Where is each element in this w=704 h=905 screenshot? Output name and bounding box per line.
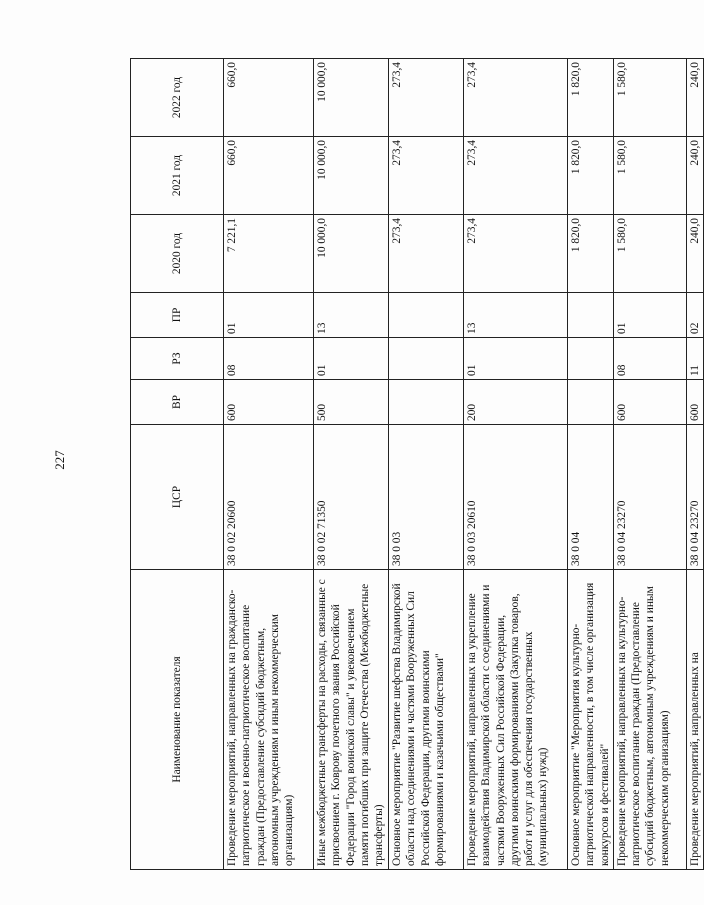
row-vr: 600 (686, 380, 703, 425)
row-csr: 38 0 04 23270 (613, 425, 686, 570)
row-2022: 660,0 (224, 59, 314, 137)
row-rz: 01 (464, 338, 568, 380)
row-vr: 600 (613, 380, 686, 425)
column-header-csr: ЦСР (131, 425, 224, 570)
column-header-vr: ВР (131, 380, 224, 425)
table-row (686, 59, 703, 870)
row-name: Проведение мероприятий, направленных на укрепление взаимодействия Владимирской области с соединениями и частями Вооруженных Сил Российской Федерации, другими воинскими формированиями (Закупка товаров, работ и услуг для обеспечения государственных (муниципальных) нужд) (464, 570, 568, 870)
table-row (224, 59, 314, 870)
row-pr: 13 (464, 293, 568, 338)
row-2021: 1 820,0 (568, 137, 614, 215)
row-2020: 273,4 (389, 215, 464, 293)
row-2020: 7 221,1 (224, 215, 314, 293)
column-header-pr: ПР (131, 293, 224, 338)
table-header-row (131, 59, 224, 870)
row-2020: 273,4 (464, 215, 568, 293)
row-pr: 02 (686, 293, 703, 338)
row-rz: 08 (613, 338, 686, 380)
row-csr: 38 0 04 (568, 425, 614, 570)
row-rz: 11 (686, 338, 703, 380)
row-2022: 1 580,0 (613, 59, 686, 137)
row-2021: 273,4 (464, 137, 568, 215)
row-name: Проведение мероприятий, направленных на (686, 570, 703, 870)
column-header-2021: 2021 год (131, 137, 224, 215)
column-header-rz: РЗ (131, 338, 224, 380)
row-2021: 660,0 (224, 137, 314, 215)
row-pr: 01 (613, 293, 686, 338)
row-2021: 10 000,0 (314, 137, 389, 215)
row-2021: 1 580,0 (613, 137, 686, 215)
column-header-2020: 2020 год (131, 215, 224, 293)
row-vr: 600 (224, 380, 314, 425)
table-row (568, 59, 614, 870)
row-2022: 273,4 (464, 59, 568, 137)
row-2022: 273,4 (389, 59, 464, 137)
row-2020: 10 000,0 (314, 215, 389, 293)
row-name: Основное мероприятие "Развитие шефства Владимирской области над соединениями и частями Вооруженных Сил Российской Федерации, другими воинскими формированиями и казачьими обществами" (389, 570, 464, 870)
row-name: Проведение мероприятий, направленных на гражданско-патриотическое и военно-патриотическое воспитание граждан (Предоставление субсидий бюджетным, автономным учреждениям и иным некоммерческим организациям) (224, 570, 314, 870)
row-2021: 240,0 (686, 137, 703, 215)
row-pr: 13 (314, 293, 389, 338)
row-csr: 38 0 04 23270 (686, 425, 703, 570)
row-csr: 38 0 03 (389, 425, 464, 570)
row-vr (389, 380, 464, 425)
row-2022: 1 820,0 (568, 59, 614, 137)
row-vr: 200 (464, 380, 568, 425)
row-name: Иные межбюджетные трансферты на расходы, связанные с присвоением г. Коврову почетного звания Российской Федерации "Город воинской славы" и увековечением памяти погибших при защите Отечества (Межбюджетные трансферты) (314, 570, 389, 870)
row-2022: 240,0 (686, 59, 703, 137)
row-2020: 1 580,0 (613, 215, 686, 293)
row-pr (389, 293, 464, 338)
row-rz: 01 (314, 338, 389, 380)
table-row (464, 59, 568, 870)
row-2021: 273,4 (389, 137, 464, 215)
row-csr: 38 0 03 20610 (464, 425, 568, 570)
table-row (314, 59, 389, 870)
row-2022: 10 000,0 (314, 59, 389, 137)
table-row (613, 59, 686, 870)
row-2020: 240,0 (686, 215, 703, 293)
row-2020: 1 820,0 (568, 215, 614, 293)
row-pr (568, 293, 614, 338)
row-rz (389, 338, 464, 380)
row-vr (568, 380, 614, 425)
row-name: Проведение мероприятий, направленных на культурно-патриотическое воспитание граждан (Предоставление субсидий бюджетным, автономным учреждениям и иным некоммерческим организациям) (613, 570, 686, 870)
row-rz: 08 (224, 338, 314, 380)
table-row (389, 59, 464, 870)
page-number: 227 (52, 450, 67, 470)
row-vr: 500 (314, 380, 389, 425)
row-csr: 38 0 02 71350 (314, 425, 389, 570)
column-header-name: Наименование показателя (131, 570, 224, 870)
row-rz (568, 338, 614, 380)
row-pr: 01 (224, 293, 314, 338)
budget-table (130, 58, 704, 870)
row-name: Основное мероприятие "Мероприятия культурно-патриотической направленности, в том числе организация конкурсов и фестивалей" (568, 570, 614, 870)
column-header-2022: 2022 год (131, 59, 224, 137)
row-csr: 38 0 02 20600 (224, 425, 314, 570)
budget-table-page (130, 60, 701, 870)
